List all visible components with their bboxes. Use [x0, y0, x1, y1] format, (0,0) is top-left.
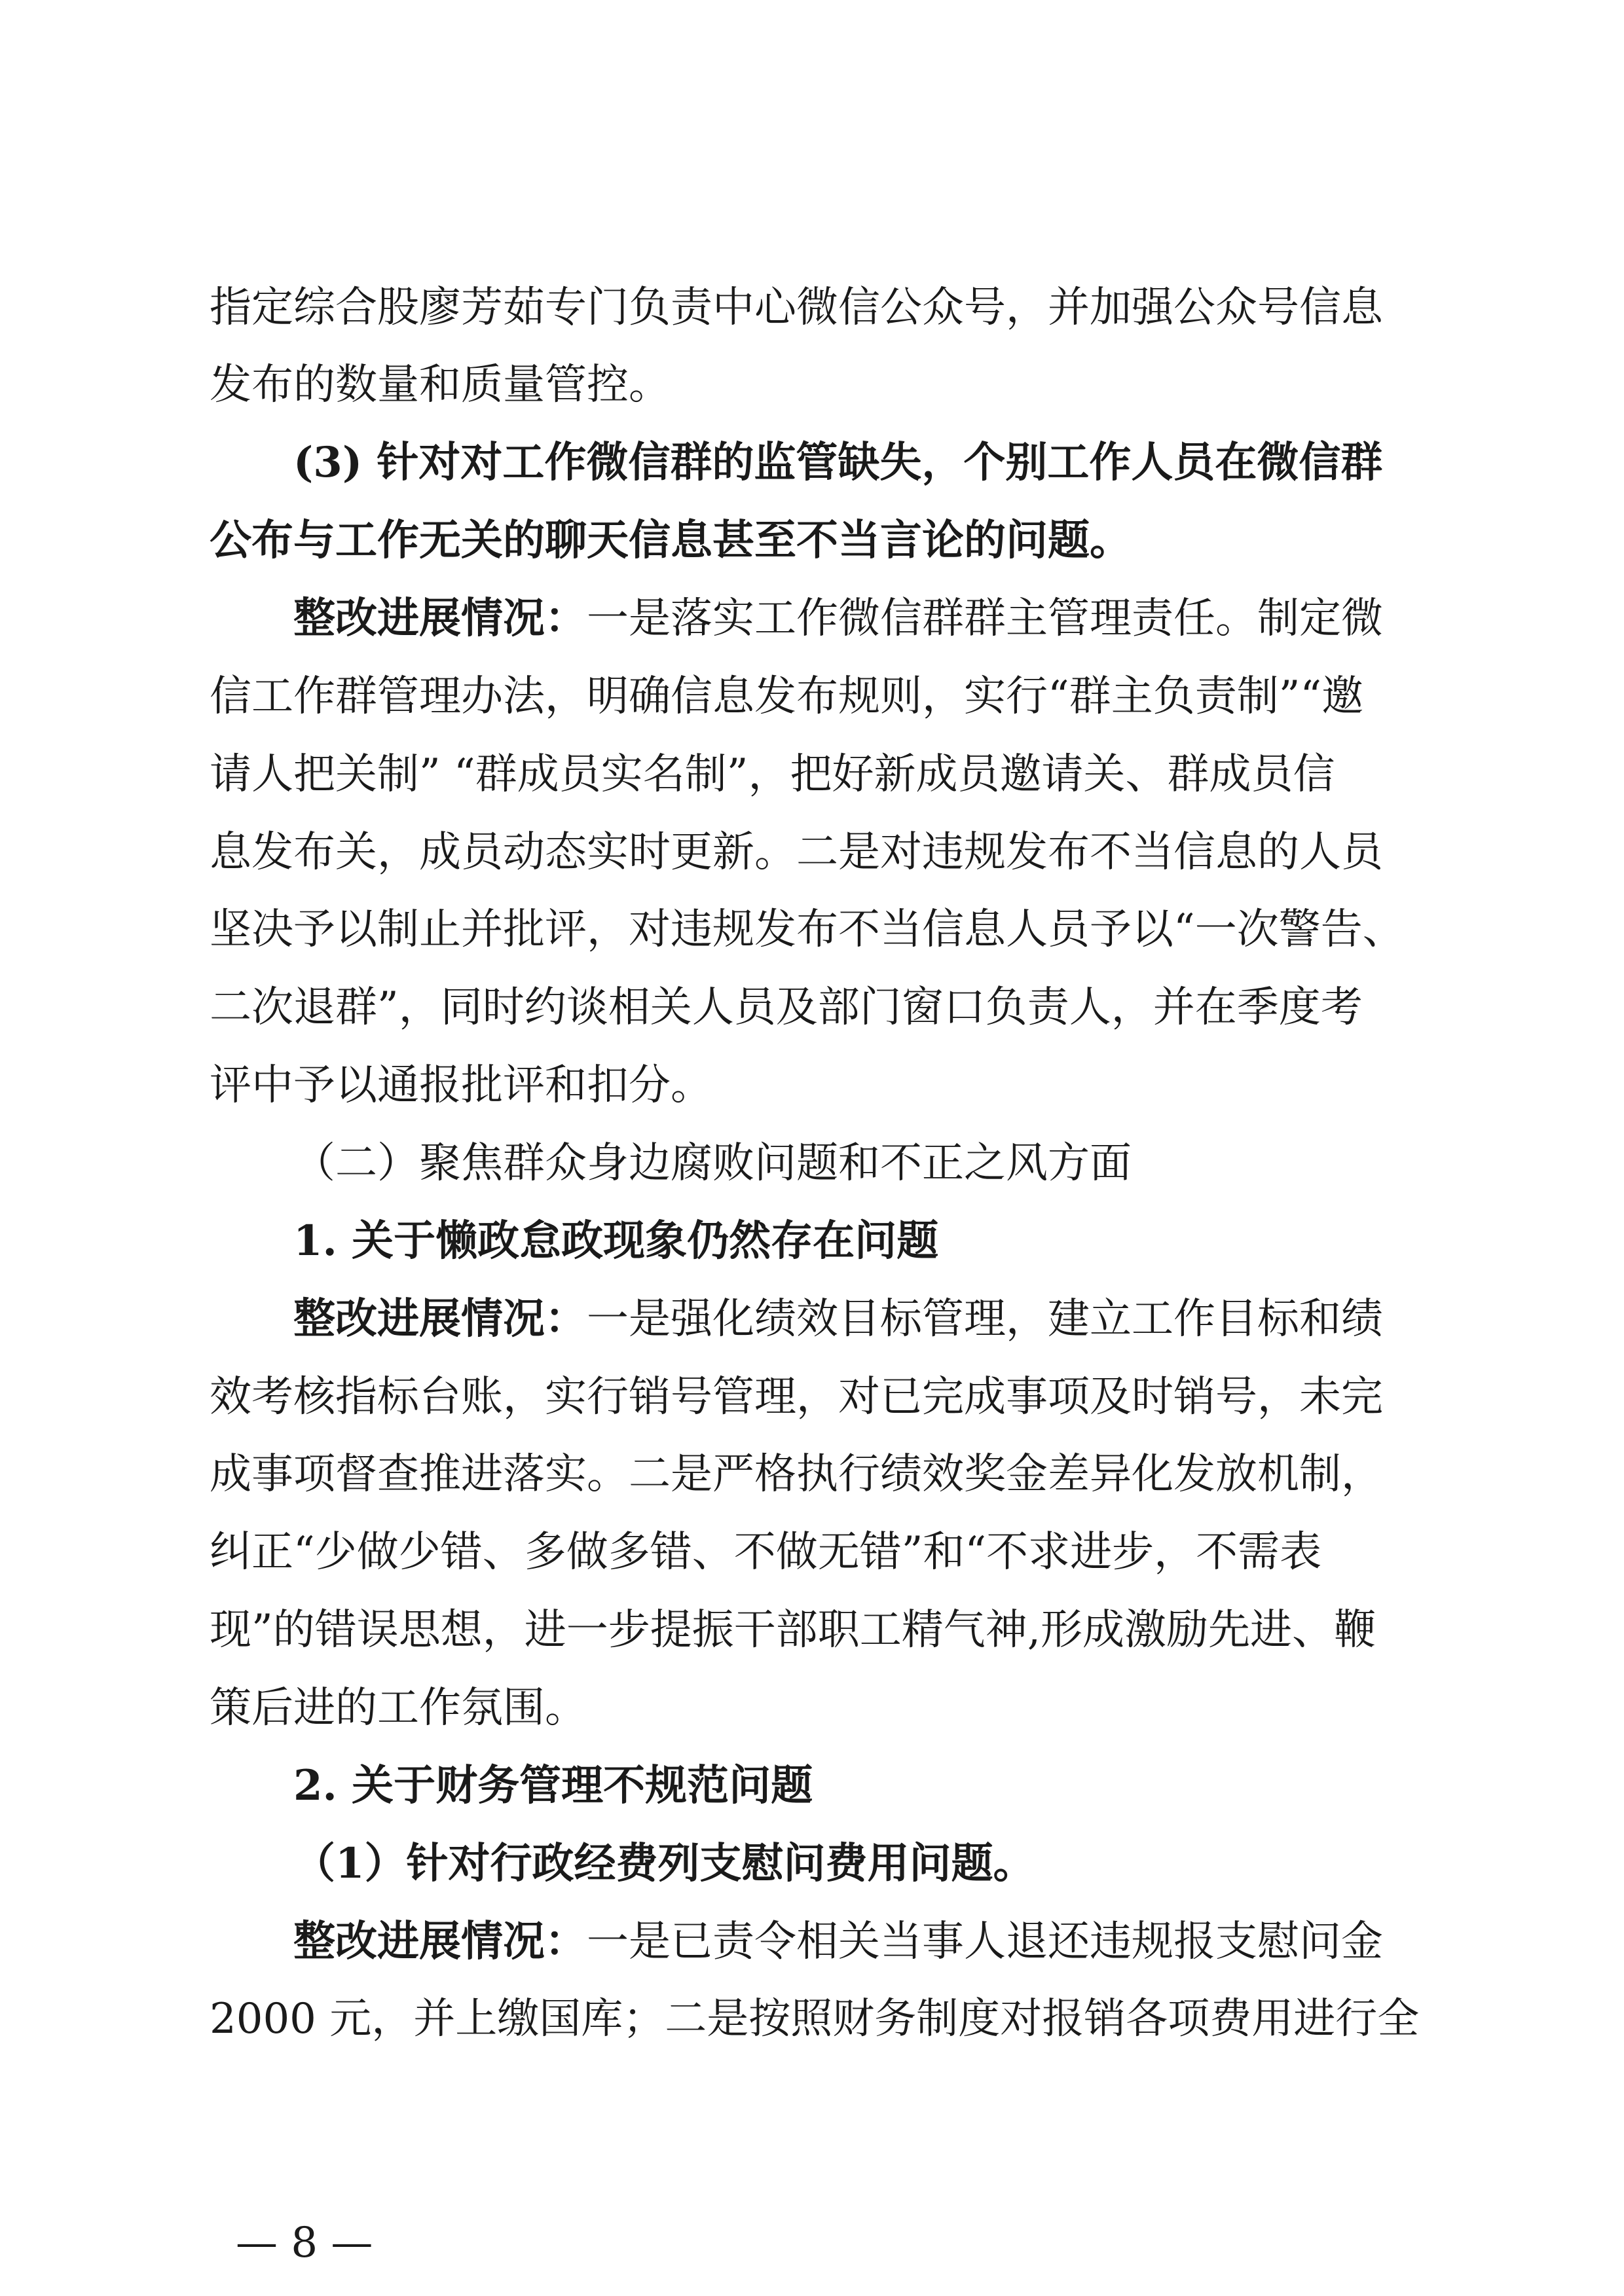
body-text-line: 2000 元，并上缴国库；二是按照财务制度对报销各项费用进行全 [210, 1995, 1420, 2043]
body-text-line: 评中予以通报批评和扣分。 [210, 1061, 712, 1110]
body-text-line: 策后进的工作氛围。 [210, 1684, 587, 1732]
progress-paragraph-line [293, 1293, 1428, 1345]
body-text-line: 信工作群管理办法，明确信息发布规则，实行“群主负责制”“邀 [210, 672, 1364, 721]
progress-paragraph-line [293, 1916, 1428, 1968]
progress-lead-label: 整改进展情况： [293, 1294, 587, 1343]
body-text-line: 效考核指标台账，实行销号管理，对已完成事项及时销号，未完 [210, 1373, 1383, 1421]
body-text-line: 发布的数量和质量管控。 [210, 361, 671, 409]
body-text-line: 息发布关，成员动态实时更新。二是对违规发布不当信息的人员 [210, 828, 1383, 877]
body-text-line: 纠正“少做少错、多做多错、不做无错”和“不求进步，不需表 [210, 1528, 1322, 1576]
body-text-line: 二次退群”，同时约谈相关人员及部门窗口负责人，并在季度考 [210, 983, 1363, 1032]
body-text-line: 成事项督查推进落实。二是严格执行绩效奖金差异化发放机制， [210, 1450, 1383, 1499]
issue-heading-line: （1）针对行政经费列支慰问费用问题。 [293, 1839, 1035, 1888]
subsection-heading: 1. 关于懒政怠政现象仍然存在问题 [293, 1216, 939, 1266]
subsection-heading: 2. 关于财务管理不规范问题 [293, 1761, 813, 1810]
progress-lead-label: 整改进展情况： [293, 1917, 587, 1966]
progress-lead-label: 整改进展情况： [293, 594, 587, 643]
body-text-line: 指定综合股廖芳茹专门负责中心微信公众号，并加强公众号信息 [210, 283, 1383, 332]
progress-text: 一是已责令相关当事人退还违规报支慰问金 [587, 1918, 1383, 1966]
progress-text: 一是强化绩效目标管理，建立工作目标和绩 [587, 1295, 1383, 1343]
progress-text: 一是落实工作微信群群主管理责任。制定微 [587, 594, 1383, 643]
issue-heading-line: (3) 针对对工作微信群的监管缺失，个别工作人员在微信群 [293, 438, 1383, 487]
body-text-line: 请人把关制” “群成员实名制”，把好新成员邀请关、群成员信 [210, 750, 1335, 799]
issue-heading-line: 公布与工作无关的聊天信息甚至不当言论的问题。 [210, 516, 1132, 565]
section-heading: （二）聚焦群众身边腐败问题和不正之风方面 [293, 1139, 1132, 1188]
body-text-line: 坚决予以制止并批评，对违规发布不当信息人员予以“一次警告、 [210, 905, 1405, 954]
body-text-line: 现”的错误思想，进一步提振干部职工精气神,形成激励先进、鞭 [210, 1606, 1376, 1654]
progress-paragraph-line [293, 592, 1428, 645]
page-number: — 8 — [236, 2219, 373, 2267]
